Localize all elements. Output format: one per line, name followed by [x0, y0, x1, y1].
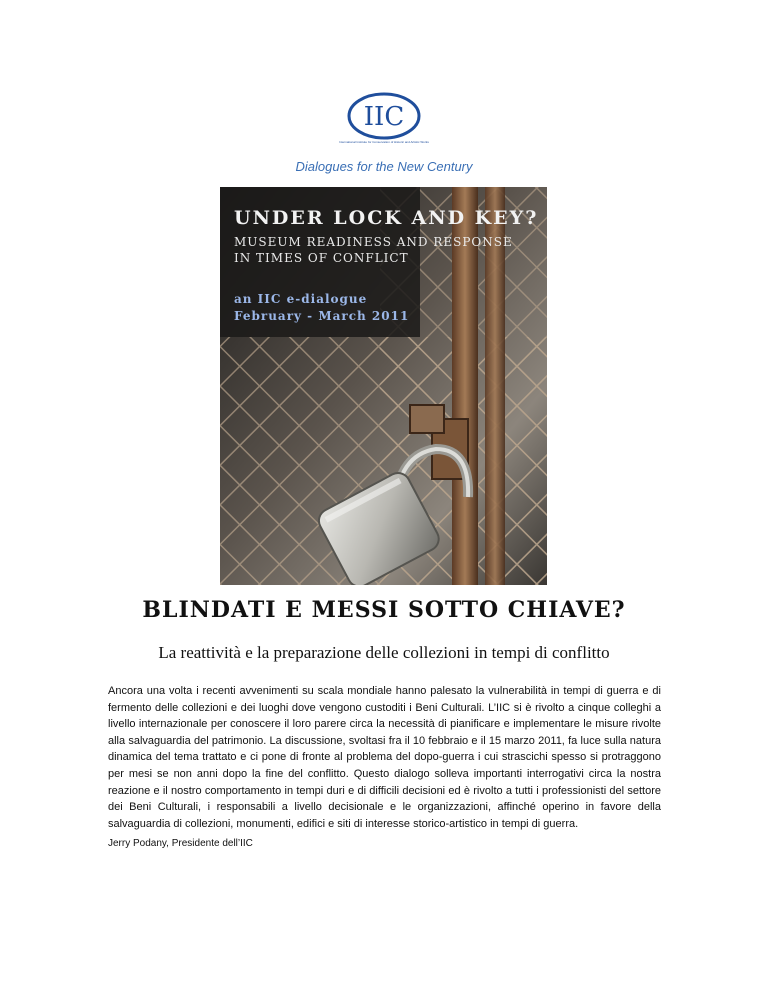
poster-subtitle-line2: IN TIMES OF CONFLICT	[234, 251, 409, 265]
page-subtitle: La reattività e la preparazione delle collezioni in tempi di conflitto	[158, 643, 610, 662]
poster-image	[220, 187, 547, 585]
poster-title: UNDER LOCK AND KEY?	[234, 207, 539, 229]
body-paragraph: Ancora una volta i recenti avvenimenti su scala mondiale hanno palesato la vulnerabilità in tempi di guerra e di fermento delle collezioni e dei luoghi dove vengono custoditi i Beni Culturali. L’IIC si è rivolto a cinque colleghi a livello internazionale per conoscere il loro parere circa la necessità di pianificare e implementare le misure rivolte alla salvaguardia del patrimonio. La discussione, svoltasi fra il 10 febbraio e il 15 marzo 2011, fa luce sulla natura dinamica del tema trattato e ci pone di fronte al problema del dopo-guerra i cui strascichi spesso si protraggono per mesi se non anni dopo la fine del conflitto. Questo dialogo solleva importanti interrogativi circa la nostra reazione e il nostro comportamento in tempi duri e di difficili decisioni ed è rivolto a tutti i professionisti del settore dei Beni Culturali, i responsabili a livello decisionale e le organizzazioni, affinché operino in favore della salvaguardia di collezioni, monumenti, edifici e siti di interesse storico-artistico in tempi di guerra.	[108, 685, 661, 830]
logo-text: IIC	[363, 102, 405, 132]
page-headline: BLINDATI E MESSI SOTTO CHIAVE?	[142, 597, 626, 623]
poster-subtitle-line1: MUSEUM READINESS AND RESPONSE	[234, 235, 513, 249]
logo-tagline: International Institute for Conservation of Historic and Artistic Works	[339, 140, 429, 144]
iic-logo	[347, 92, 421, 140]
poster-event-line1: an IIC e-dialogue	[234, 292, 368, 306]
poster-subtitle	[234, 234, 513, 266]
poster-event-line2: February - March 2011	[234, 309, 410, 323]
poster-event	[234, 291, 409, 325]
signature: Jerry Podany, Presidente dell’IIC	[108, 838, 253, 849]
series-title: Dialogues for the New Century	[295, 159, 473, 174]
